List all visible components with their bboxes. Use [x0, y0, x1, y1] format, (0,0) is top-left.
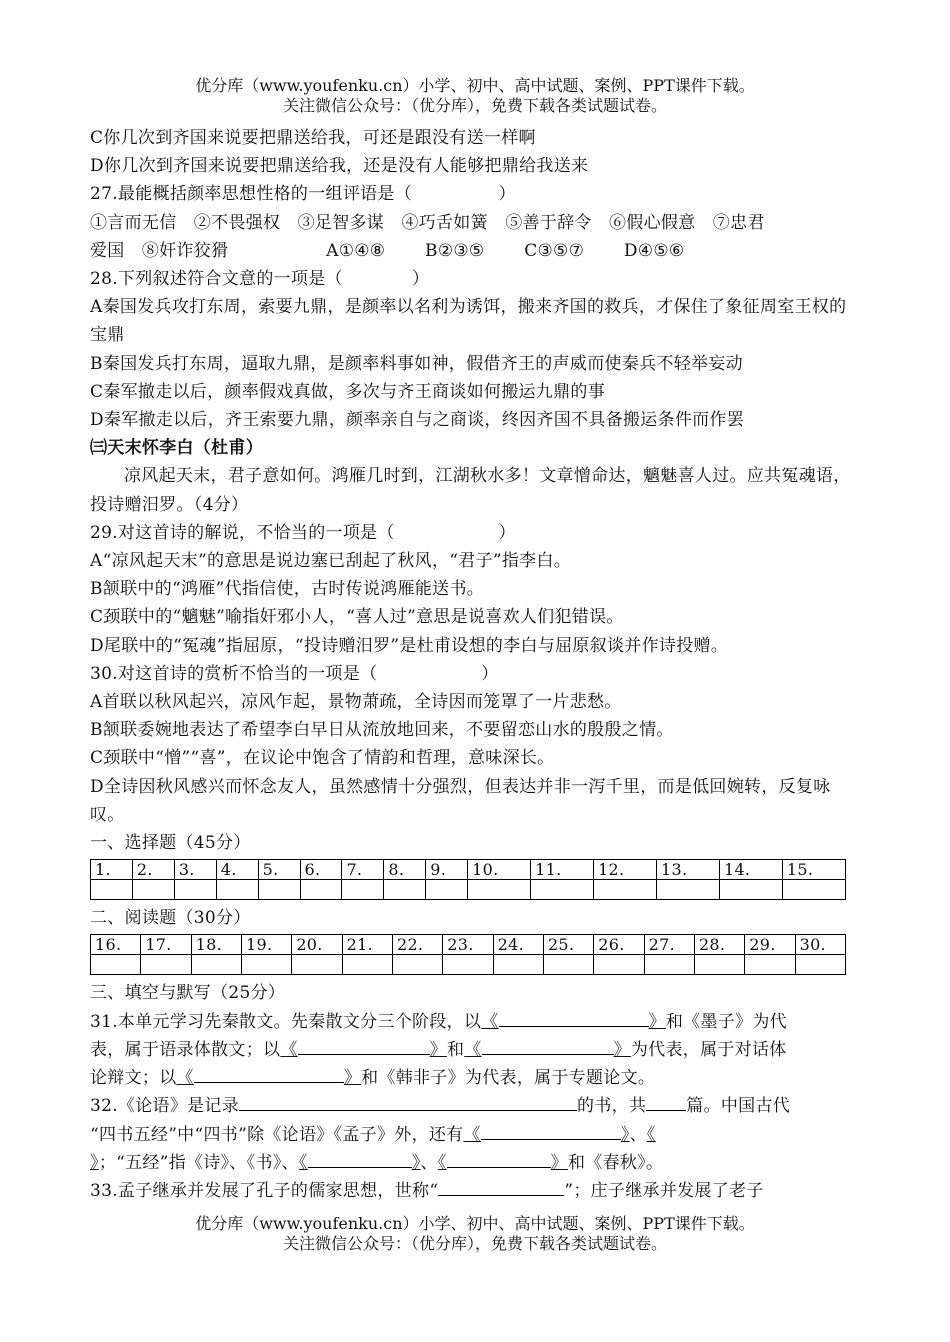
q32-blank-record[interactable] [239, 1092, 577, 1111]
answer-cell[interactable] [300, 880, 342, 900]
q32-blank-count[interactable] [646, 1092, 686, 1111]
q31-text: 和《墨子》为代 [665, 1011, 787, 1032]
q31-blank-4[interactable] [177, 1068, 362, 1088]
answer-cell[interactable] [258, 880, 300, 900]
answer-cell[interactable] [216, 880, 258, 900]
q29-option-c: C颈联中的“魑魅”喻指奸邪小人，“喜人过”意思是说喜欢人们犯错误。 [90, 607, 624, 628]
q32-book-close: 》 [411, 1152, 421, 1173]
exam-body [90, 124, 860, 1205]
q32-blank-book-1-line [481, 1121, 621, 1140]
q31-blank-3[interactable] [464, 1040, 631, 1060]
q31-book-close: 》 [343, 1068, 362, 1089]
answer-cell[interactable] [426, 880, 468, 900]
answer-number: 12. [594, 860, 657, 880]
header-line-2: 关注微信公众号：（优分库），免费下载各类试题试卷。 [282, 96, 667, 115]
answer-cell[interactable] [644, 955, 694, 975]
q32-text: “四书五经”中“四书”除《论语》《孟子》外，还有 [90, 1124, 464, 1145]
q27-option-c: C③⑤⑦ [524, 240, 585, 261]
answer-cell[interactable] [342, 880, 384, 900]
answer-number: 22. [392, 935, 442, 955]
answer-cell[interactable] [241, 955, 291, 975]
q32-book-open: 《 [646, 1124, 656, 1145]
answer-cell[interactable] [543, 955, 593, 975]
q27-items-line2-text: 爱国 ⑧奸诈狡猾 [90, 240, 229, 261]
q31-book-open: 《 [176, 1068, 194, 1089]
q32-book-open: 《 [298, 1152, 308, 1173]
answer-cell[interactable] [468, 880, 531, 900]
q28-option-c: C秦军撤走以后，颜率假戏真做，多次与齐王商谈如何搬运九鼎的事 [90, 381, 606, 402]
q32-text: 和《春秋》。 [567, 1152, 664, 1173]
answer-cell[interactable] [657, 880, 720, 900]
q32-book-close: 》 [620, 1124, 630, 1145]
q32-blank-classic-1[interactable] [299, 1153, 421, 1173]
answer-table-2-blanks [91, 955, 846, 975]
answer-cell[interactable] [782, 880, 845, 900]
q32-text: 、 [420, 1152, 438, 1173]
answer-table-2-numbers [91, 935, 846, 955]
answer-number: 13. [657, 860, 720, 880]
answer-number: 3. [174, 860, 216, 880]
answer-cell[interactable] [694, 955, 744, 975]
answer-number: 11. [531, 860, 594, 880]
answer-cell[interactable] [191, 955, 241, 975]
answer-number: 20. [292, 935, 342, 955]
q31-book-close: 》 [429, 1039, 447, 1060]
q31-book-close: 》 [613, 1039, 631, 1060]
q29-option-a: A“凉风起天末”的意思是说边塞已刮起了秋风，“君子”指李白。 [90, 551, 572, 572]
q33-text: ”；庄子继承并发展了老子 [564, 1180, 764, 1201]
q31-blank-3-line [482, 1036, 614, 1055]
answer-number: 28. [694, 935, 744, 955]
answer-number: 16. [91, 935, 141, 955]
section3-title: 三、填空与默写（25分） [90, 983, 286, 1004]
q30-option-c: C颈联中“憎”“喜”，在议论中饱含了情韵和哲理，意味深长。 [90, 748, 555, 769]
answer-cell[interactable] [493, 955, 543, 975]
q32-blank-classic-1-line [308, 1149, 412, 1168]
q31-text: 论辩文；以 [90, 1068, 177, 1089]
q32-blank-classic-2[interactable] [438, 1153, 568, 1173]
answer-number: 30. [795, 935, 845, 955]
q31-book-open: 《 [464, 1039, 482, 1060]
answer-cell[interactable] [141, 955, 191, 975]
q31-blank-2[interactable] [280, 1040, 447, 1060]
answer-number: 27. [644, 935, 694, 955]
answer-table-1-numbers [91, 860, 846, 880]
q31-blank-2-line [298, 1036, 430, 1055]
q28-option-b: B秦国发兵打东周，逼取九鼎，是颜率料事如神，假借齐王的声威而使秦兵不轻举妄动 [90, 353, 743, 374]
answer-cell[interactable] [443, 955, 493, 975]
q31-text: 和 [446, 1039, 465, 1060]
answer-number: 24. [493, 935, 543, 955]
q31-blank-1-line [499, 1008, 649, 1027]
q27-option-b: B②③⑤ [425, 240, 485, 261]
answer-number: 1. [91, 860, 133, 880]
answer-table-2 [90, 934, 846, 975]
q26-option-d: D你几次到齐国来说要把鼎送给我，还是没有人能够把鼎给我送来 [90, 156, 589, 177]
answer-cell[interactable] [91, 880, 133, 900]
answer-table-1 [90, 859, 846, 900]
answer-number: 14. [719, 860, 782, 880]
q31-book-open: 《 [280, 1039, 298, 1060]
q27-option-a: A①④⑧ [326, 240, 386, 261]
answer-number: 5. [258, 860, 300, 880]
q28-option-a: A秦国发兵攻打东周，索要九鼎，是颜率以名利为诱饵，搬来齐国的救兵，才保住了象征周室王权的宝鼎 [90, 297, 847, 346]
q27-options [326, 237, 718, 265]
q32-book-open: 《 [437, 1152, 447, 1173]
header-line-1: 优分库（www.youfenku.cn）小学、初中、高中试题、案例、PPT课件下载。 [195, 76, 755, 95]
answer-number: 25. [543, 935, 593, 955]
q27-stem: 27.最能概括颜率思想性格的一组评语是（ ） [90, 184, 516, 205]
answer-number: 29. [745, 935, 795, 955]
q32-line3 [90, 1149, 860, 1177]
q27-items-line1: ①言而无信 ②不畏强权 ③足智多谋 ④巧舌如簧 ⑤善于辞令 ⑥假心假意 ⑦忠君 [90, 212, 765, 233]
poem-text: 凉风起天末，君子意如何。鸿雁几时到，江湖秋水多！文章憎命达，魑魅喜人过。应共冤魂语，投诗赠汨罗。（4分） [90, 466, 851, 515]
q31-line2 [90, 1036, 860, 1064]
answer-cell[interactable] [292, 955, 342, 975]
answer-cell[interactable] [342, 955, 392, 975]
answer-number: 21. [342, 935, 392, 955]
q31-text: 和《韩非子》为代表，属于专题论文。 [361, 1068, 656, 1089]
q32-line2 [90, 1121, 860, 1149]
q32-blank-book-2-close[interactable] [90, 1153, 99, 1173]
q32-blank-classic-2-line [447, 1149, 551, 1168]
q29-stem: 29.对这首诗的解说，不恰当的一项是（ ） [90, 522, 516, 543]
answer-number: 7. [342, 860, 384, 880]
q32-text: 篇。中国古代 [686, 1096, 791, 1117]
q32-line1 [90, 1092, 860, 1120]
q27-items-line2 [90, 237, 860, 265]
q28-stem: 28.下列叙述符合文意的一项是（ ） [90, 269, 430, 290]
q31-book-open: 《 [481, 1011, 499, 1032]
q32-text: 的书，共 [577, 1096, 647, 1117]
footer-line-2: 关注微信公众号：（优分库），免费下载各类试题试卷。 [282, 1234, 667, 1253]
q32-book-close: 》 [550, 1152, 568, 1173]
q32-text: 、 [629, 1124, 647, 1145]
q29-option-d: D尾联中的“冤魂”指屈原，“投诗赠汨罗”是杜甫设想的李白与屈原叙谈并作诗投赠。 [90, 635, 729, 656]
answer-cell[interactable] [91, 955, 141, 975]
footer-line-1: 优分库（www.youfenku.cn）小学、初中、高中试题、案例、PPT课件下载。 [195, 1214, 755, 1233]
q31-line1 [90, 1008, 860, 1036]
q31-blank-1[interactable] [481, 1012, 666, 1032]
answer-number: 17. [141, 935, 191, 955]
answer-cell[interactable] [594, 955, 644, 975]
q32-book-close: 》 [90, 1152, 99, 1173]
answer-number: 2. [132, 860, 174, 880]
answer-number: 18. [191, 935, 241, 955]
q33-blank-title[interactable] [438, 1177, 564, 1196]
answer-cell[interactable] [384, 880, 426, 900]
q31-line3 [90, 1064, 860, 1092]
answer-cell[interactable] [745, 955, 795, 975]
answer-number: 10. [468, 860, 531, 880]
answer-number: 4. [216, 860, 258, 880]
section1-title: 一、选择题（45分） [90, 833, 251, 854]
q31-text: 表，属于语录体散文；以 [90, 1039, 281, 1060]
q31-text: 31.本单元学习先秦散文。先秦散文分三个阶段，以 [90, 1011, 482, 1032]
q29-option-b: B颔联中的“鸿雁”代指信使，古时传说鸿雁能送书。 [90, 579, 485, 600]
q31-blank-4-line [194, 1064, 344, 1083]
q33-line1 [90, 1177, 860, 1205]
answer-cell[interactable] [531, 880, 594, 900]
answer-number: 9. [426, 860, 468, 880]
q33-text: 33.孟子继承并发展了孔子的儒家思想，世称“ [90, 1180, 439, 1201]
q32-text: ；“五经”指《诗》、《书》、 [98, 1152, 299, 1173]
answer-cell[interactable] [132, 880, 174, 900]
q31-book-close: 》 [648, 1011, 666, 1032]
answer-number: 15. [782, 860, 845, 880]
q30-stem: 30.对这首诗的赏析不恰当的一项是（ ） [90, 663, 499, 684]
answer-number: 23. [443, 935, 493, 955]
q32-book-open: 《 [463, 1124, 481, 1145]
answer-number: 8. [384, 860, 426, 880]
answer-cell[interactable] [392, 955, 442, 975]
q30-option-a: A首联以秋风起兴，凉风乍起，景物萧疏，全诗因而笼罩了一片悲愁。 [90, 692, 622, 713]
q32-text: 32.《论语》是记录 [90, 1096, 240, 1117]
answer-cell[interactable] [795, 955, 845, 975]
q32-blank-book-1[interactable] [463, 1125, 629, 1145]
q31-text: 为代表，属于对话体 [630, 1039, 787, 1060]
q30-option-b: B颔联委婉地表达了希望李白早日从流放地回来，不要留恋山水的殷殷之情。 [90, 720, 674, 741]
q27-option-d: D④⑤⑥ [623, 240, 685, 261]
answer-number: 6. [300, 860, 342, 880]
q32-blank-book-2-open[interactable] [647, 1125, 656, 1145]
answer-cell[interactable] [719, 880, 782, 900]
poem-title: ㈢天末怀李白（杜甫） [90, 438, 263, 459]
q30-option-d: D全诗因秋风感兴而怀念友人，虽然感情十分强烈，但表达并非一泻千里，而是低回婉转，反复咏叹。 [90, 776, 831, 825]
q28-option-d: D秦军撤走以后，齐王索要九鼎，颜率亲自与之商谈，终因齐国不具备搬运条件而作罢 [90, 410, 745, 431]
answer-number: 26. [594, 935, 644, 955]
answer-cell[interactable] [174, 880, 216, 900]
answer-cell[interactable] [594, 880, 657, 900]
answer-number: 19. [241, 935, 291, 955]
q26-option-c: C你几次到齐国来说要把鼎送给我，可还是跟没有送一样啊 [90, 128, 536, 148]
answer-table-1-blanks [91, 880, 846, 900]
section2-title: 二、阅读题（30分） [90, 908, 251, 929]
